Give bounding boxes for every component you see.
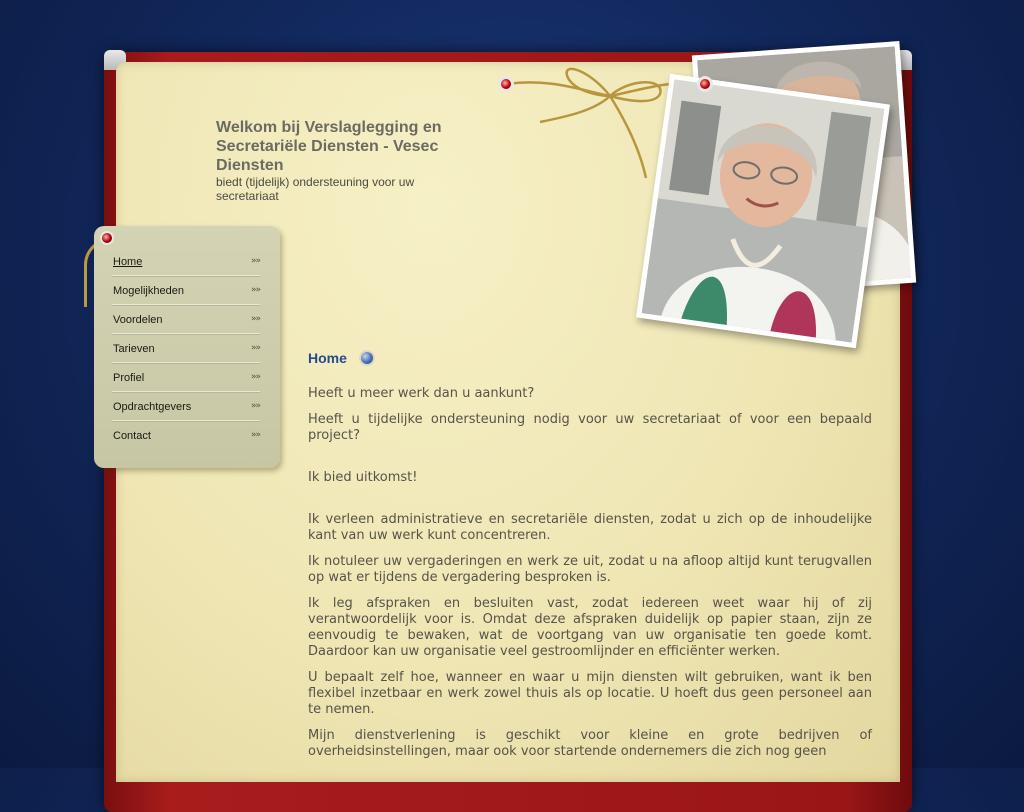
portrait-photo-front: [636, 74, 890, 349]
nav-link-voordelen[interactable]: Voordelen: [113, 314, 163, 326]
main-content: [308, 350, 872, 770]
nav-item-profiel[interactable]: [112, 364, 260, 392]
nav-link-tarieven[interactable]: Tarieven: [113, 343, 155, 355]
double-chevron-right-icon: »»: [250, 430, 260, 440]
info-bullet-icon: [361, 352, 373, 364]
nav-link-home[interactable]: Home: [113, 256, 143, 268]
site-subtitle: biedt (tijdelijk) ondersteuning voor uw secretariaat: [216, 175, 415, 203]
body-paragraph: Ik leg afspraken en besluiten vast, zodat iedereen weet waar hij of zij verantwoordelijk voor is. Omdat deze afspraken duidelijk op papier staan, zijn ze eenvoudig te bewaken, wat de voortgang van uw organisatie ten goede komt. Daardoor kan uw organisatie veel gestroomlijnder en efficiënter werken.: [308, 596, 872, 659]
double-chevron-right-icon: »»: [250, 343, 260, 353]
double-chevron-right-icon: »»: [250, 372, 260, 382]
double-chevron-right-icon: »»: [250, 256, 260, 266]
nav-item-mogelijkheden[interactable]: [112, 277, 260, 305]
double-chevron-right-icon: »»: [250, 314, 260, 324]
main-navigation: [94, 226, 280, 468]
intro-question: Heeft u meer werk dan u aankunt?: [308, 386, 535, 401]
double-chevron-right-icon: »»: [250, 401, 260, 411]
nav-link-opdrachtgevers[interactable]: Opdrachtgevers: [113, 401, 192, 413]
nav-item-tarieven[interactable]: [112, 335, 260, 363]
nav-item-home[interactable]: [112, 248, 260, 276]
body-paragraph: Mijn dienstverlening is geschikt voor kleine en grote bedrijven of overheidsinstellingen, maar ook voor startende ondernemers die zich nog geen: [308, 728, 872, 759]
nav-link-contact[interactable]: Contact: [113, 430, 151, 442]
intro-question-2: Heeft u tijdelijke ondersteuning nodig voor uw secretariaat of voor een bepaald project?: [308, 412, 872, 443]
intro-claim: Ik bied uitkomst!: [308, 470, 418, 485]
nav-item-opdrachtgevers[interactable]: [112, 393, 260, 421]
body-paragraph: U bepaalt zelf hoe, wanneer en waar u mijn diensten wilt gebruiken, want ik ben flexibel inzetbaar en werk zowel thuis als op locatie. U hoeft dus geen personeel aan te nemen.: [308, 670, 872, 717]
body-paragraph: Ik notuleer uw vergaderingen en werk ze uit, zodat u na afloop altijd kunt terugvallen op wat er tijdens de vergadering besproken is.: [308, 554, 872, 585]
site-title: Welkom bij Verslaglegging en Secretariële Diensten - Vesec Diensten: [216, 119, 442, 174]
push-pin-icon: [498, 76, 514, 92]
page-heading: [308, 350, 872, 366]
nav-link-mogelijkheden[interactable]: Mogelijkheden: [113, 285, 184, 297]
nav-item-contact[interactable]: [112, 422, 260, 449]
push-pin-icon: [697, 76, 713, 92]
page-heading-text: Home: [308, 350, 347, 366]
body-paragraph: Ik verleen administratieve en secretariële diensten, zodat u zich op de inhoudelijke kant van uw werk kunt concentreren.: [308, 512, 872, 543]
nav-item-voordelen[interactable]: [112, 306, 260, 334]
push-pin-icon: [100, 231, 114, 245]
nav-link-profiel[interactable]: Profiel: [113, 372, 145, 384]
double-chevron-right-icon: »»: [250, 285, 260, 295]
